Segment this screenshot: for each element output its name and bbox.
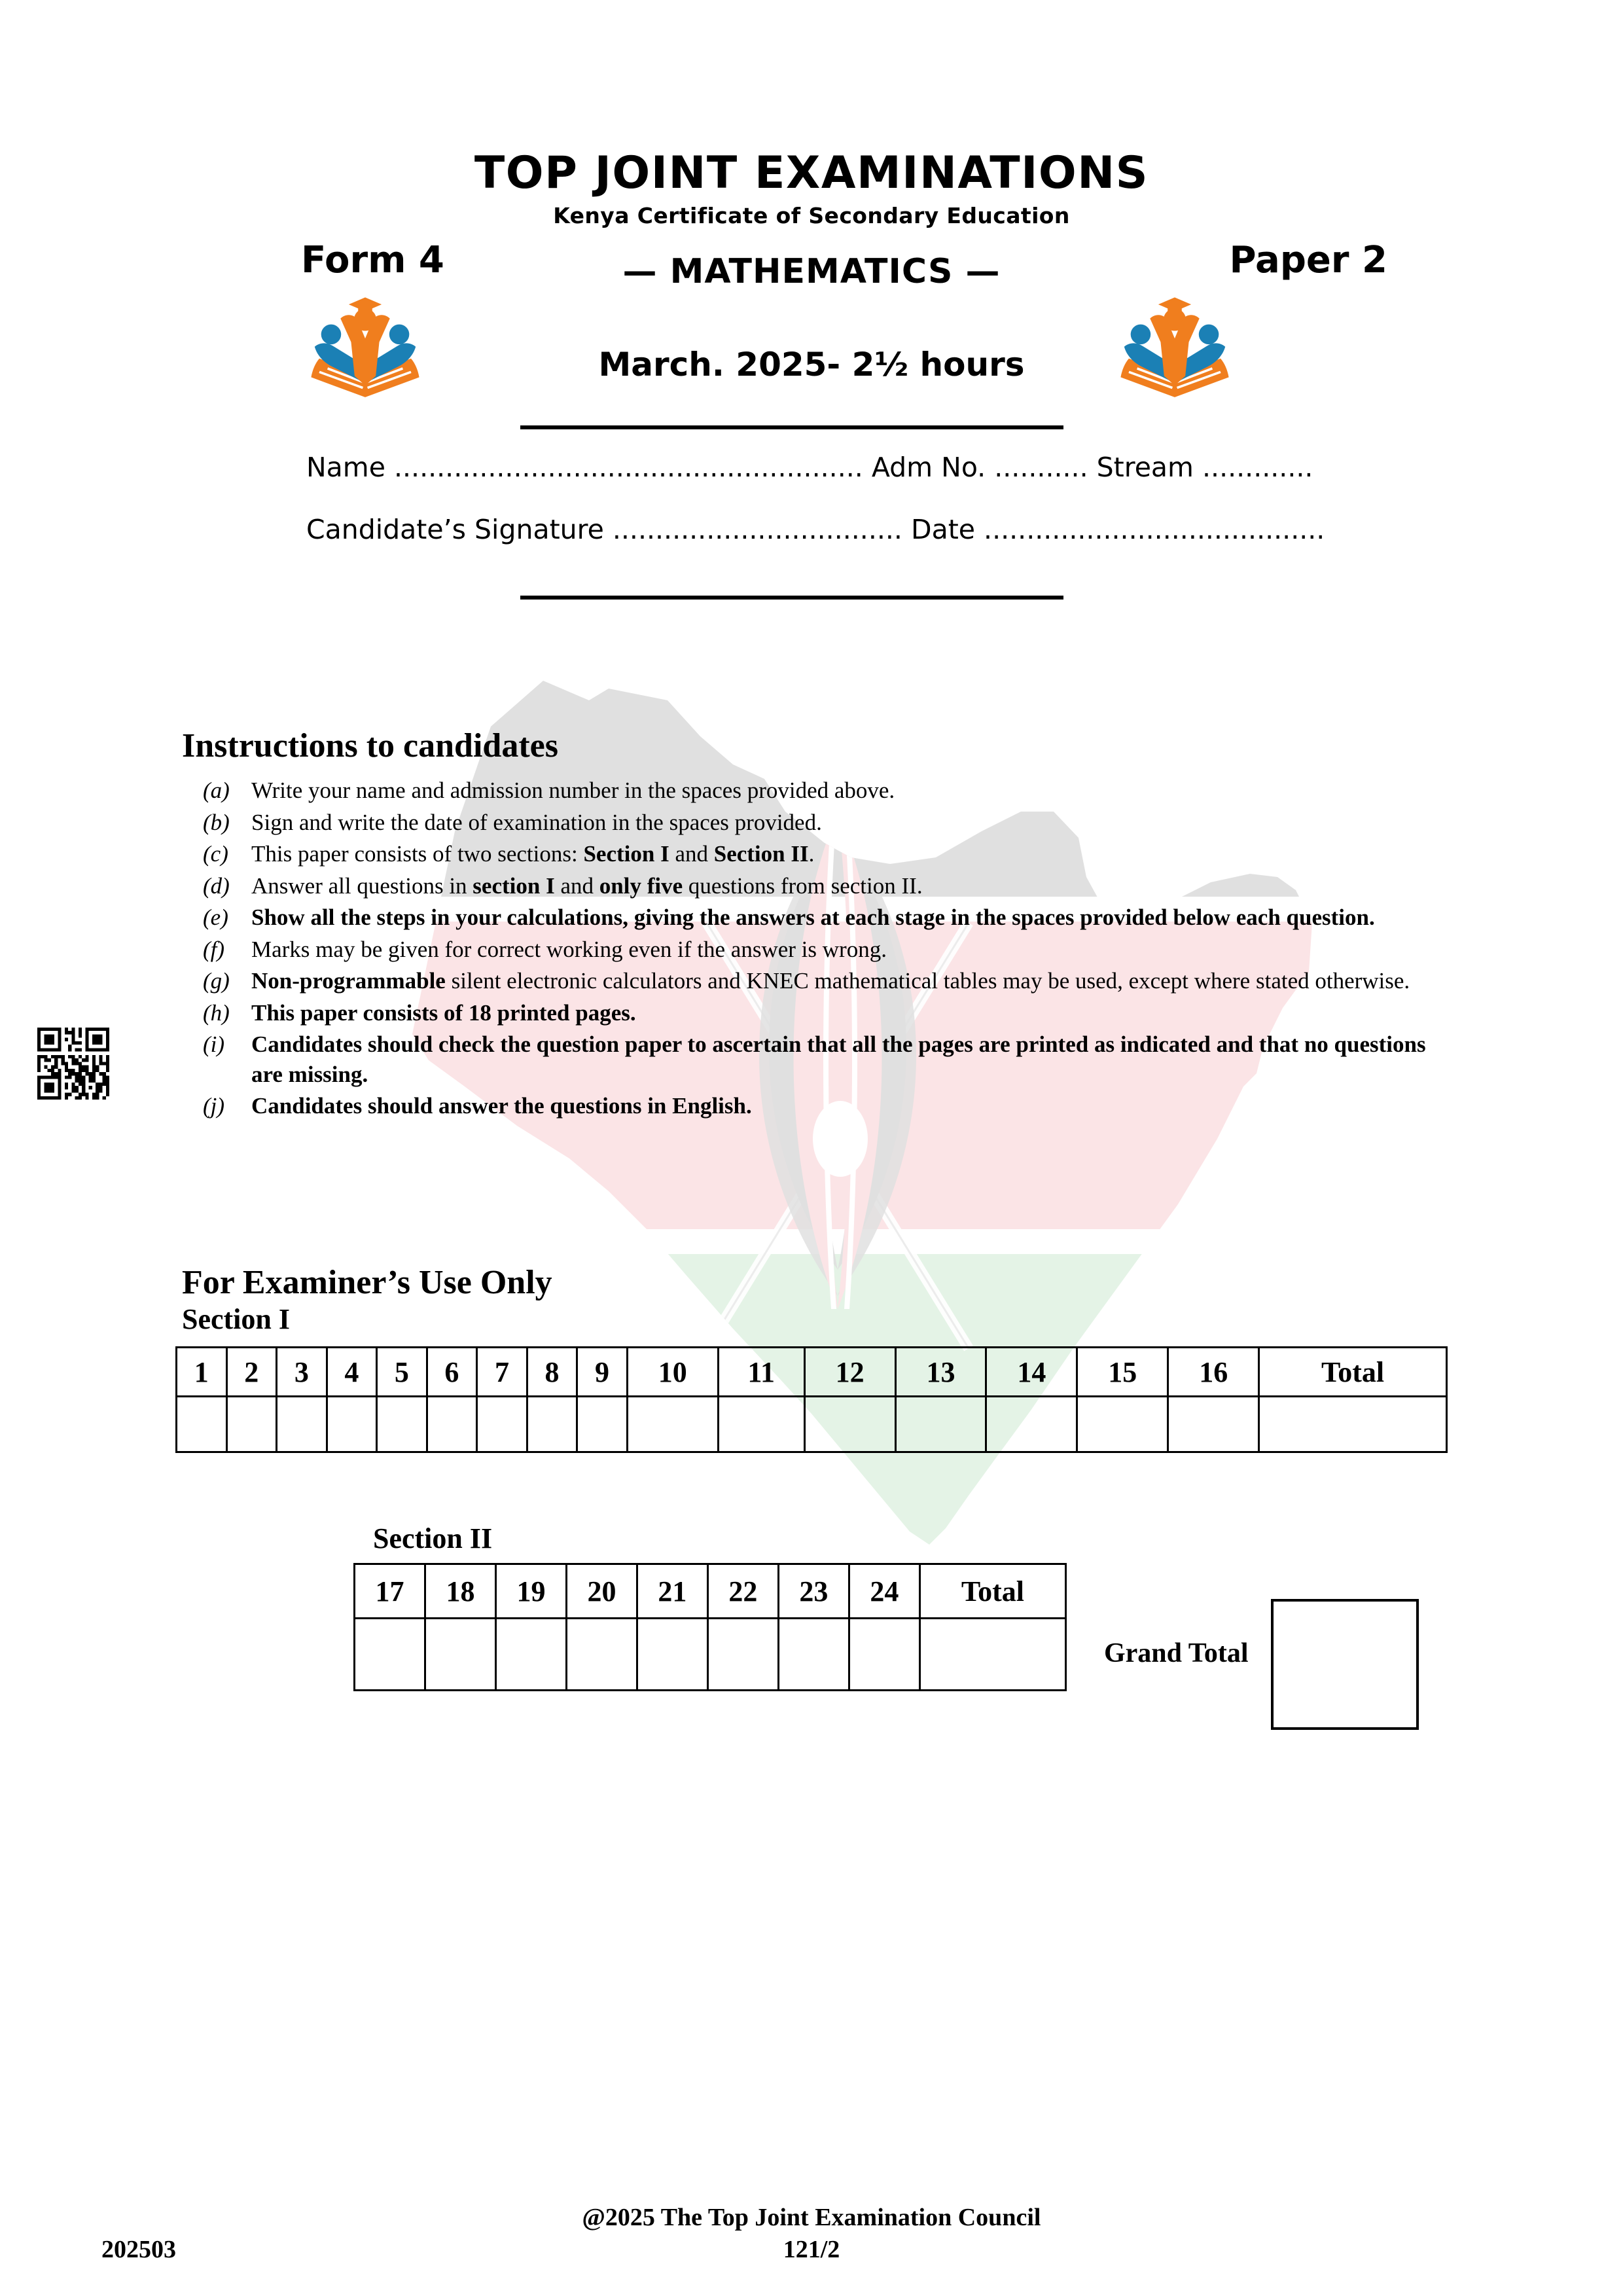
table-row xyxy=(355,1619,1066,1691)
column-header: 6 xyxy=(427,1348,477,1397)
column-header: 16 xyxy=(1168,1348,1259,1397)
column-header: 18 xyxy=(425,1564,495,1619)
marks-cell[interactable] xyxy=(377,1397,427,1452)
instruction-item xyxy=(203,903,1427,933)
marks-cell[interactable] xyxy=(718,1397,804,1452)
column-header: 11 xyxy=(718,1348,804,1397)
marks-cell[interactable] xyxy=(427,1397,477,1452)
section-one-marks-table xyxy=(175,1346,1448,1453)
instruction-text: This paper consists of two sections: Section I and Section II. xyxy=(251,841,815,867)
instruction-item xyxy=(203,839,1427,869)
instruction-label: (h) xyxy=(203,999,230,1026)
instruction-label: (d) xyxy=(203,872,230,899)
column-header: 3 xyxy=(277,1348,327,1397)
instruction-text: Write your name and admission number in the spaces provided above. xyxy=(251,778,895,803)
marks-cell[interactable] xyxy=(226,1397,277,1452)
marks-cell[interactable] xyxy=(804,1397,895,1452)
examiner-use-heading: For Examiner’s Use Only xyxy=(182,1264,552,1301)
table-row xyxy=(355,1564,1066,1619)
instruction-label: (g) xyxy=(203,968,230,994)
column-header: 1 xyxy=(177,1348,227,1397)
marks-cell[interactable] xyxy=(566,1619,637,1691)
column-header: Total xyxy=(919,1564,1065,1619)
marks-cell[interactable] xyxy=(277,1397,327,1452)
column-header: 12 xyxy=(804,1348,895,1397)
marks-cell[interactable] xyxy=(1077,1397,1168,1452)
instruction-label: (c) xyxy=(203,841,228,867)
education-people-book-logo-icon xyxy=(306,288,424,403)
column-header: 7 xyxy=(477,1348,527,1397)
education-people-book-logo-icon xyxy=(1116,288,1234,403)
grand-total-box[interactable] xyxy=(1271,1599,1419,1730)
qr-code-icon xyxy=(37,1028,109,1100)
marks-cell[interactable] xyxy=(495,1619,566,1691)
instruction-label: (b) xyxy=(203,809,230,835)
table-row xyxy=(177,1397,1447,1452)
instructions-heading: Instructions to candidates xyxy=(182,727,558,764)
marks-cell[interactable] xyxy=(1259,1397,1447,1452)
column-header: 5 xyxy=(377,1348,427,1397)
marks-cell[interactable] xyxy=(849,1619,919,1691)
table-row xyxy=(177,1348,1447,1397)
column-header: 13 xyxy=(895,1348,986,1397)
header-divider-top xyxy=(520,425,1063,429)
footer-exam-code: 202503 xyxy=(101,2236,176,2263)
instruction-text: Candidates should answer the questions in English. xyxy=(251,1093,752,1119)
marks-cell[interactable] xyxy=(627,1397,718,1452)
instruction-item xyxy=(203,935,1427,965)
instruction-item xyxy=(203,998,1427,1028)
footer-council-text: @2025 The Top Joint Examination Council xyxy=(582,2204,1041,2231)
column-header: Total xyxy=(1259,1348,1447,1397)
instruction-text: Answer all questions in section I and only five questions from section II. xyxy=(251,872,923,899)
marks-cell[interactable] xyxy=(355,1619,425,1691)
paper-number-label: Paper 2 xyxy=(1229,239,1387,281)
instruction-label: (a) xyxy=(203,778,230,803)
instruction-item xyxy=(203,808,1427,838)
column-header: 10 xyxy=(627,1348,718,1397)
marks-cell[interactable] xyxy=(895,1397,986,1452)
column-header: 19 xyxy=(495,1564,566,1619)
column-header: 8 xyxy=(527,1348,577,1397)
instruction-text: Sign and write the date of examination in the spaces provided. xyxy=(251,809,822,835)
marks-cell[interactable] xyxy=(707,1619,778,1691)
instruction-label: (i) xyxy=(203,1031,225,1057)
instruction-text: Candidates should check the question paper to ascertain that all the pages are printed as indicated and that no questions are missing. xyxy=(251,1031,1426,1087)
footer-paper-code: 121/2 xyxy=(783,2236,840,2263)
marks-cell[interactable] xyxy=(919,1619,1065,1691)
instruction-item xyxy=(203,966,1427,996)
column-header: 22 xyxy=(707,1564,778,1619)
section-two-label: Section II xyxy=(373,1522,493,1554)
instruction-label: (e) xyxy=(203,905,228,930)
candidate-signature-field[interactable]: Candidate’s Signature .................................. Date ........................................ xyxy=(306,514,1325,545)
header-divider-bottom xyxy=(520,596,1063,600)
marks-cell[interactable] xyxy=(425,1619,495,1691)
exam-board-title: TOP JOINT EXAMINATIONS xyxy=(474,147,1149,199)
column-header: 2 xyxy=(226,1348,277,1397)
column-header: 24 xyxy=(849,1564,919,1619)
marks-cell[interactable] xyxy=(477,1397,527,1452)
column-header: 20 xyxy=(566,1564,637,1619)
subject-title: — MATHEMATICS — xyxy=(622,252,1001,291)
column-header: 23 xyxy=(778,1564,849,1619)
section-two-marks-table xyxy=(353,1563,1067,1691)
marks-cell[interactable] xyxy=(577,1397,628,1452)
instruction-text: Non-programmable silent electronic calculators and KNEC mathematical tables may be used, except where stated otherwise. xyxy=(251,968,1410,994)
exam-date-duration: March. 2025- 2½ hours xyxy=(598,346,1025,384)
section-one-label: Section I xyxy=(182,1303,290,1335)
instruction-label: (j) xyxy=(203,1093,225,1119)
instruction-item xyxy=(203,1091,1427,1121)
marks-cell[interactable] xyxy=(177,1397,227,1452)
certificate-subtitle: Kenya Certificate of Secondary Education xyxy=(553,203,1070,228)
instruction-item xyxy=(203,776,1427,806)
column-header: 15 xyxy=(1077,1348,1168,1397)
grand-total-label: Grand Total xyxy=(1104,1638,1249,1668)
column-header: 4 xyxy=(327,1348,377,1397)
instruction-item xyxy=(203,871,1427,901)
marks-cell[interactable] xyxy=(986,1397,1077,1452)
instruction-text: This paper consists of 18 printed pages. xyxy=(251,999,636,1026)
column-header: 17 xyxy=(355,1564,425,1619)
instruction-item xyxy=(203,1030,1427,1089)
instruction-text: Show all the steps in your calculations, giving the answers at each stage in the spaces provided below each question. xyxy=(251,905,1375,930)
instruction-label: (f) xyxy=(203,936,225,962)
candidate-name-field[interactable]: Name ....................................................... Adm No. ........... Stream ............. xyxy=(306,452,1313,483)
marks-cell[interactable] xyxy=(527,1397,577,1452)
marks-cell[interactable] xyxy=(637,1619,707,1691)
instruction-text: Marks may be given for correct working even if the answer is wrong. xyxy=(251,936,887,962)
instructions-list xyxy=(203,776,1427,1123)
column-header: 14 xyxy=(986,1348,1077,1397)
marks-cell[interactable] xyxy=(327,1397,377,1452)
marks-cell[interactable] xyxy=(1168,1397,1259,1452)
column-header: 21 xyxy=(637,1564,707,1619)
marks-cell[interactable] xyxy=(778,1619,849,1691)
column-header: 9 xyxy=(577,1348,628,1397)
form-level-label: Form 4 xyxy=(301,239,444,281)
